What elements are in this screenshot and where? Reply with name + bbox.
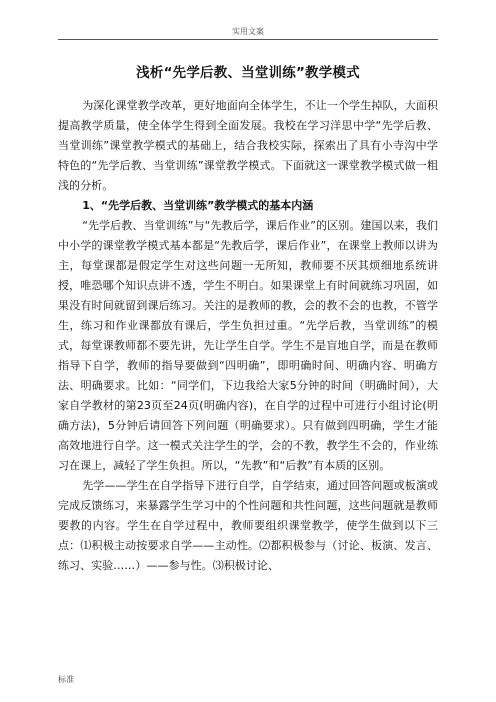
document-body <box>58 96 438 576</box>
document-title: 浅析“先学后教、当堂训练”教学模式 <box>136 65 360 81</box>
page-header: 实用文案 <box>232 27 264 36</box>
intro-paragraph: 为深化课堂教学改革，更好地面向全体学生，不让一个学生掉队，大面积提高教学质量，使全体学生得到全面发展。我校在学习洋思中学“先学后教、当堂训练”课堂教学模式的基础上，结合我校实际，探索出了具有小寺沟中学特色的“先学后教、当堂训练”课堂教学模式。下面就这一课堂教学模式做一粗浅的分析。 <box>58 99 438 192</box>
page-footer: 标准 <box>58 675 74 684</box>
body-paragraph: “先学后教、当堂训练”与“先教后学，课后作业”的区别。建国以来，我们中小学的课堂教学模式基本都是“先教后学，课后作业”，在课堂上教师以讲为主，每堂课都是假定学生对这些问题一无所知，教师要不厌其烦细地系统讲授，唯恐哪个知识点讲不透，学生不明白。如果课堂上有时间就练习巩固，如果没有时间就留到课后练习。关注的是教师的教，会的教不会的也教，不管学生，练习和作业课都放有课后，学生负担过重。“先学后教，当堂训练”的模式，每堂课教师都不要先讲，先让学生自学。学生不是盲地自学，而是在教师指导下自学，教师的指导要做到“四明确”，即明确时间、明确内容、明确方法、明确要求。比如：“同学们，下边我给大家5分钟的时间（明确时间），大家自学教材的第23页至24页(明确内容)，在自学的过程中可进行小组讨论(明确方法)，5分钟后请回答下列问题（明确要求）。只有做到四明确，学生才能高效地进行自学。这一模式关注学生的学，会的不教，教学生不会的，作业练习在课上，减轻了学生负担。所以，“先教”和“后教”有本质的区别。 <box>58 219 438 472</box>
header-divider <box>58 39 438 40</box>
body-paragraph: 先学——学生在自学指导下进行自学，自学结束，通过回答问题或板演或完成反馈练习，来暴露学生学习中的个性问题和共性问题，这些问题就是教师要教的内容。学生在自学过程中，教师要组织课堂教学，使学生做到以下三点：⑴积极主动按要求自学——主动性。⑵都积极参与（讨论、板演、发言、练习、实验……）——参与性。⑶积极讨论、 <box>58 479 438 572</box>
section-heading: 1、“先学后教、当堂训练”教学模式的基本内涵 <box>82 199 314 212</box>
